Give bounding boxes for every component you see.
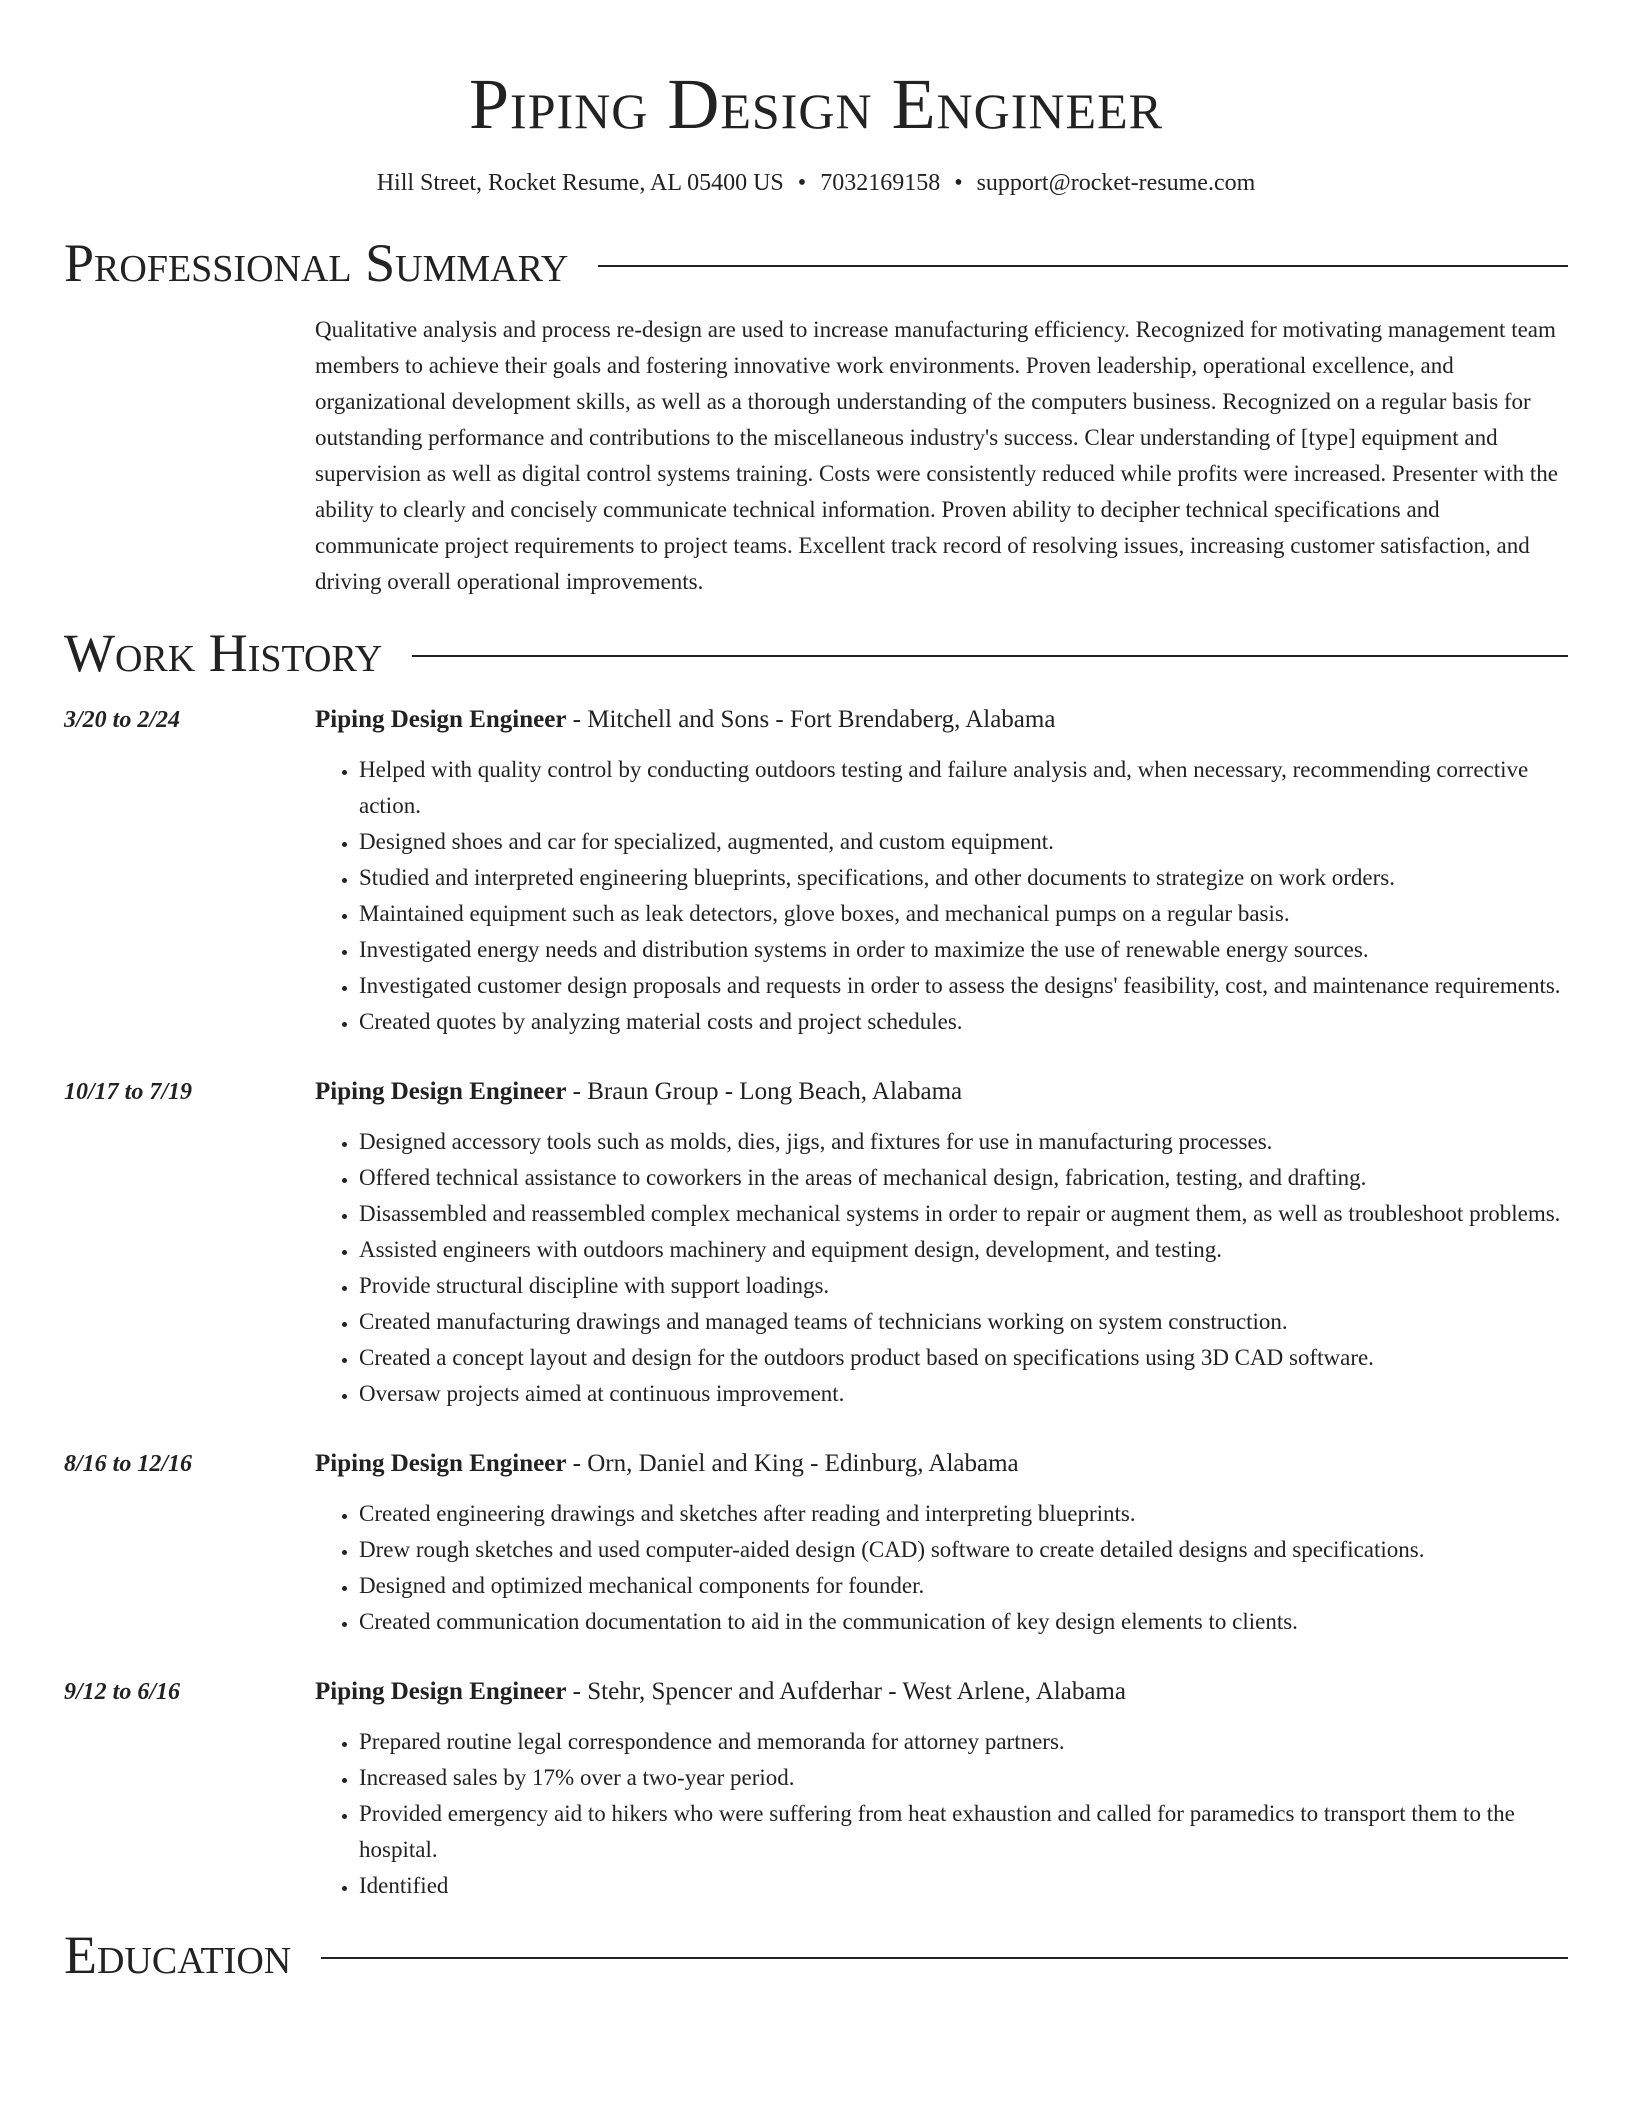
job-bullet: • Created quotes by analyzing material costs and project schedules. (359, 1004, 1568, 1040)
job-title-line (315, 1072, 1568, 1112)
education-heading: Education (64, 1925, 292, 1985)
contact-email: support@rocket-resume.com (976, 170, 1256, 196)
job-dates: 8/16 to 12/16 (64, 1451, 193, 1477)
job-bullet: • Drew rough sketches and used computer-aided design (CAD) software to create detailed designs and specifications. (359, 1532, 1568, 1568)
job-bullet: • Designed accessory tools such as molds, dies, jigs, and fixtures for use in manufacturing processes. (359, 1124, 1568, 1160)
job-dates: 10/17 to 7/19 (64, 1079, 193, 1105)
job-bullet: • Created manufacturing drawings and managed teams of technicians working on system construction. (359, 1304, 1568, 1340)
job-title: Piping Design Engineer (315, 1078, 567, 1105)
job-title-line (315, 700, 1568, 740)
job-title: Piping Design Engineer (315, 1450, 567, 1477)
job-title-line (315, 1672, 1568, 1712)
summary-section-header (64, 232, 1568, 294)
job-bullet: • Offered technical assistance to coworkers in the areas of mechanical design, fabrication, testing, and drafting. (359, 1160, 1568, 1196)
job-details (315, 1072, 1568, 1412)
section-divider (321, 1957, 1568, 1959)
job-bullet: • Assisted engineers with outdoors machinery and equipment design, development, and testing. (359, 1232, 1568, 1268)
job-details (315, 1444, 1568, 1640)
job-bullet: • Increased sales by 17% over a two-year period. (359, 1760, 1568, 1796)
section-divider (598, 265, 1568, 267)
job-bullet: • Maintained equipment such as leak detectors, glove boxes, and mechanical pumps on a regular basis. (359, 896, 1568, 932)
job-bullet-list (315, 752, 1568, 1040)
summary-text: Qualitative analysis and process re-design are used to increase manufacturing efficiency. Recognized for motivating management team members to achieve their goals and fostering innovative work environments. Proven leadership, operational excellence, and organizational development skills, as well as a thorough understanding of the computers business. Recognized on a regular basis for outstanding performance and contributions to the miscellaneous industry's success. Clear understanding of [type] equipment and supervision as well as digital control systems training. Costs were consistently reduced while profits were increased. Presenter with the ability to clearly and concisely communicate technical information. Proven ability to decipher technical specifications and communicate project requirements to project teams. Excellent track record of resolving issues, increasing customer satisfaction, and driving overall operational improvements. (315, 317, 1558, 594)
job-entry (64, 1444, 1568, 1640)
job-bullet: • Designed shoes and car for specialized, augmented, and custom equipment. (359, 824, 1568, 860)
work-section-header (64, 622, 1568, 684)
section-divider (412, 655, 1568, 657)
job-bullet-list (315, 1724, 1568, 1904)
contact-phone: 7032169158 (820, 170, 941, 196)
job-dates: 3/20 to 2/24 (64, 707, 181, 733)
job-bullet: • Designed and optimized mechanical components for founder. (359, 1568, 1568, 1604)
job-bullet: • Provide structural discipline with support loadings. (359, 1268, 1568, 1304)
candidate-name: Piping Design Engineer (469, 64, 1163, 144)
job-bullet: • Created communication documentation to aid in the communication of key design elements to clients. (359, 1604, 1568, 1640)
work-history-list (64, 700, 1568, 1904)
job-bullet: • Oversaw projects aimed at continuous improvement. (359, 1376, 1568, 1412)
job-company: - Stehr, Spencer and Aufderhar - West Arlene, Alabama (566, 1678, 1126, 1705)
job-bullet: • Identified (359, 1868, 1568, 1904)
contact-separator: • (797, 170, 807, 196)
job-bullet: • Investigated customer design proposals and requests in order to assess the designs' feasibility, cost, and maintenance requirements. (359, 968, 1568, 1004)
work-heading: Work History (64, 623, 383, 683)
job-details (315, 700, 1568, 1040)
job-bullet: • Created engineering drawings and sketches after reading and interpreting blueprints. (359, 1496, 1568, 1532)
job-bullet: • Investigated energy needs and distribution systems in order to maximize the use of renewable energy sources. (359, 932, 1568, 968)
contact-separator: • (954, 170, 963, 196)
job-company: - Mitchell and Sons - Fort Brendaberg, Alabama (566, 706, 1056, 733)
job-bullet-list (315, 1124, 1568, 1412)
contact-line (64, 168, 1568, 198)
education-section-header (64, 1924, 1568, 1986)
job-entry (64, 1672, 1568, 1904)
contact-address: Hill Street, Rocket Resume, AL 05400 US (376, 170, 784, 196)
job-bullet: • Created a concept layout and design for the outdoors product based on specifications using 3D CAD software. (359, 1340, 1568, 1376)
job-bullet: • Prepared routine legal correspondence and memoranda for attorney partners. (359, 1724, 1568, 1760)
job-company: - Braun Group - Long Beach, Alabama (566, 1078, 963, 1105)
job-bullet: • Provided emergency aid to hikers who were suffering from heat exhaustion and called for paramedics to transport them to the hospital. (359, 1796, 1568, 1868)
job-title-line (315, 1444, 1568, 1484)
summary-heading: Professional Summary (64, 233, 569, 293)
job-details (315, 1672, 1568, 1904)
job-bullet: • Helped with quality control by conducting outdoors testing and failure analysis and, when necessary, recommending corrective action. (359, 752, 1568, 824)
job-bullet: • Disassembled and reassembled complex mechanical systems in order to repair or augment them, as well as troubleshoot problems. (359, 1196, 1568, 1232)
job-title: Piping Design Engineer (315, 706, 567, 733)
job-entry (64, 1072, 1568, 1412)
job-bullet: • Studied and interpreted engineering blueprints, specifications, and other documents to strategize on work orders. (359, 860, 1568, 896)
job-dates: 9/12 to 6/16 (64, 1679, 181, 1705)
job-title: Piping Design Engineer (315, 1678, 567, 1705)
job-bullet-list (315, 1496, 1568, 1640)
job-company: - Orn, Daniel and King - Edinburg, Alabama (566, 1450, 1019, 1477)
job-entry (64, 700, 1568, 1040)
